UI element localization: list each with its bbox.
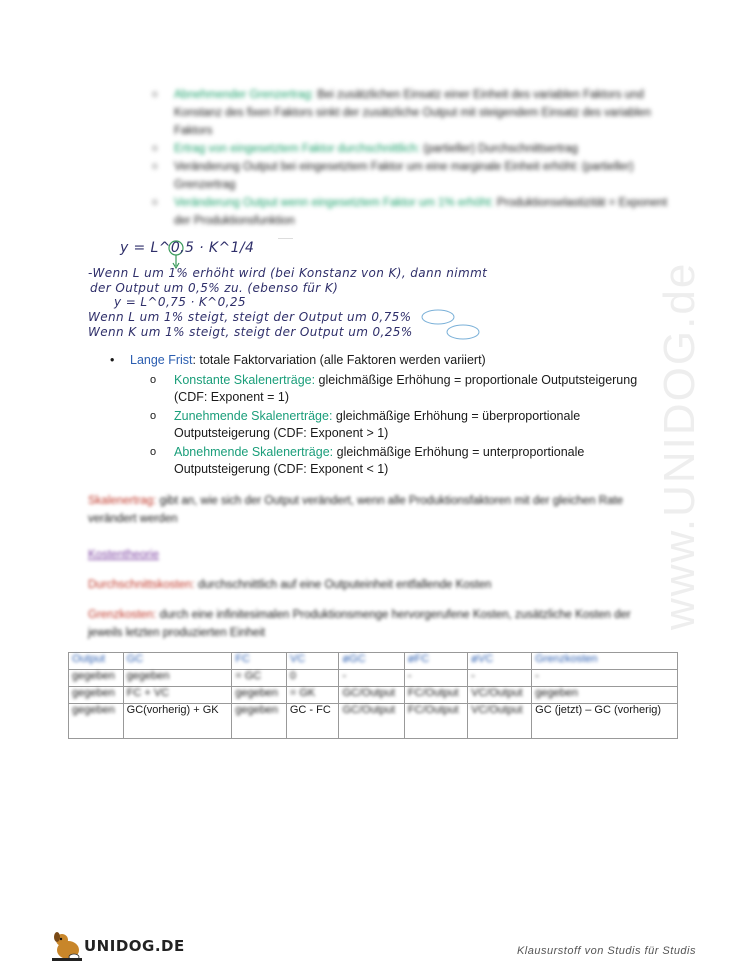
skalenertrag-lead: Skalenertrag:: [88, 495, 157, 507]
sub-text: Veränderung Output bei eingesetztem Faktor um eine marginale Einheit erhöht: (partieller) Grenzertrag: [174, 161, 634, 191]
table-header-cell: øVC: [468, 653, 532, 670]
sub-item: [150, 194, 670, 230]
sub-marker: o: [152, 197, 158, 208]
hand-line: y = L^0,75 · K^0,25: [114, 295, 246, 309]
kostentheorie-link[interactable]: Kostentheorie: [88, 549, 159, 561]
sub-marker: o: [152, 89, 158, 100]
main-text: : totale Faktorvariation (alle Faktoren werden variiert): [192, 353, 486, 367]
table-cell: GC(vorherig) + GK: [123, 704, 232, 739]
sub-item: [150, 140, 670, 158]
table-header-row: [69, 653, 678, 670]
circled-value: [422, 310, 454, 324]
table-header-cell: VC: [286, 653, 339, 670]
table-header-cell: FC: [232, 653, 287, 670]
hand-line: -Wenn L um 1% erhöht wird (bei Konstanz von K), dann nimmt: [88, 266, 488, 280]
table-row: [69, 704, 678, 739]
table-header-cell: GC: [123, 653, 232, 670]
table-row: [69, 670, 678, 687]
table-cell: -: [404, 670, 467, 687]
inner-item: [108, 372, 668, 407]
hand-line: Wenn K um 1% steigt, steigt der Output um 0,25%: [88, 325, 413, 339]
skalenertrag-text: gibt an, wie sich der Output verändert, wenn alle Produktionsfaktoren mit der gleichen Rate verändert werden: [88, 495, 624, 525]
sub-lead: Ertrag von eingesetztem Faktor durchschnittlich:: [174, 143, 421, 155]
table-header-cell: øFC: [404, 653, 467, 670]
grenzkosten-paragraph: [88, 606, 658, 642]
table-cell: = GC: [232, 670, 287, 687]
dog-icon: [50, 930, 86, 962]
main-lead: Lange Frist: [130, 353, 193, 367]
table-cell: gegeben: [69, 670, 124, 687]
table-cell: gegeben: [532, 687, 678, 704]
cost-table: [68, 652, 678, 739]
sub-text: Bei zusätzlichen Einsatz einer Einheit des variablen Faktors und Konstanz des fixen Faktors sinkt der zusätzliche Output mit steigendem Einsatz des variablen Faktors: [174, 89, 651, 137]
sub-marker: o: [152, 161, 158, 172]
logo-text: UNIDOG.DE: [84, 937, 185, 955]
inner-marker: o: [150, 373, 157, 386]
table-header-cell: Grenzkosten: [532, 653, 678, 670]
inner-list: [108, 372, 668, 479]
inner-item: [108, 408, 668, 443]
watermark: www.UNIDOG.de: [655, 261, 704, 630]
table-cell: -: [532, 670, 678, 687]
table-row: [69, 687, 678, 704]
durchschnittskosten-paragraph: [88, 576, 658, 594]
table-cell: = GK: [286, 687, 339, 704]
inner-text: gleichmäßige Erhöhung = überproportionale Outputsteigerung (CDF: Exponent > 1): [174, 408, 581, 440]
dk-lead: Durchschnittskosten:: [88, 579, 195, 591]
table-cell: gegeben: [123, 670, 232, 687]
sub-item: [150, 158, 670, 194]
inner-marker: o: [150, 409, 157, 422]
table-cell: gegeben: [69, 704, 124, 739]
hand-line: der Output um 0,5% zu. (ebenso für K): [90, 281, 339, 295]
table-cell: GC - FC: [286, 704, 339, 739]
table-cell: 0: [286, 670, 339, 687]
inner-text: gleichmäßige Erhöhung = unterproportionale Outputsteigerung (CDF: Exponent < 1): [174, 444, 585, 476]
inner-item: [108, 444, 668, 479]
inner-text: gleichmäßige Erhöhung = proportionale Outputsteigerung (CDF: Exponent = 1): [174, 372, 638, 404]
sub-lead: Abnehmender Grenzertrag:: [174, 89, 314, 101]
sub-marker: o: [152, 143, 158, 154]
top-sublist: [150, 86, 670, 230]
inner-lead: Konstante Skalenerträge:: [174, 372, 316, 387]
table-cell: FC/Output: [404, 687, 467, 704]
inner-lead: Abnehmende Skalenerträge:: [174, 444, 334, 459]
main-list: [108, 352, 668, 480]
inner-lead: Zunehmende Skalenerträge:: [174, 408, 333, 423]
sub-lead: Veränderung Output wenn eingesetztem Faktor um 1% erhöht:: [174, 197, 494, 209]
sub-text: (partieller) Durchschnittsertrag: [420, 143, 578, 155]
table-cell: FC + VC: [123, 687, 232, 704]
bullet-marker: •: [110, 353, 115, 367]
inner-marker: o: [150, 445, 157, 458]
table-cell: -: [468, 670, 532, 687]
table-header-cell: øGC: [339, 653, 404, 670]
table-cell: gegeben: [232, 687, 287, 704]
dk-text: durchschnittlich auf eine Outputeinheit entfallende Kosten: [194, 579, 492, 591]
gk-text: durch eine infinitesimalen Produktionsmenge hervorgerufene Kosten, zusätzliche Kosten der jeweils letzten produzierten Einheit: [88, 609, 631, 639]
skalenertrag-paragraph: [88, 492, 658, 528]
table-cell: GC/Output: [339, 704, 404, 739]
table-header-cell: Output: [69, 653, 124, 670]
table-cell: GC/Output: [339, 687, 404, 704]
hand-line: y = L^0,5 · K^1/4: [120, 240, 255, 256]
sub-item: [150, 86, 670, 140]
main-item: [108, 352, 668, 370]
table-cell: FC/Output: [404, 704, 467, 739]
sub-text: Produktionselastizität = Exponent der Produktionsfunktion: [174, 197, 668, 227]
handwritten-notes: [88, 238, 518, 343]
table-cell: VC/Output: [468, 704, 532, 739]
gk-lead: Grenzkosten:: [88, 609, 157, 621]
table-cell: gegeben: [232, 704, 287, 739]
kostentheorie-heading: [88, 546, 658, 564]
circled-value: [447, 325, 479, 339]
footer-tagline: Klausurstoff von Studis für Studis: [516, 945, 696, 957]
table-cell: VC/Output: [468, 687, 532, 704]
table-cell: GC (jetzt) – GC (vorherig): [532, 704, 678, 739]
table-cell: -: [339, 670, 404, 687]
hand-line: Wenn L um 1% steigt, steigt der Output um 0,75%: [88, 310, 412, 324]
unidog-logo[interactable]: [50, 930, 185, 962]
table-cell: gegeben: [69, 687, 124, 704]
